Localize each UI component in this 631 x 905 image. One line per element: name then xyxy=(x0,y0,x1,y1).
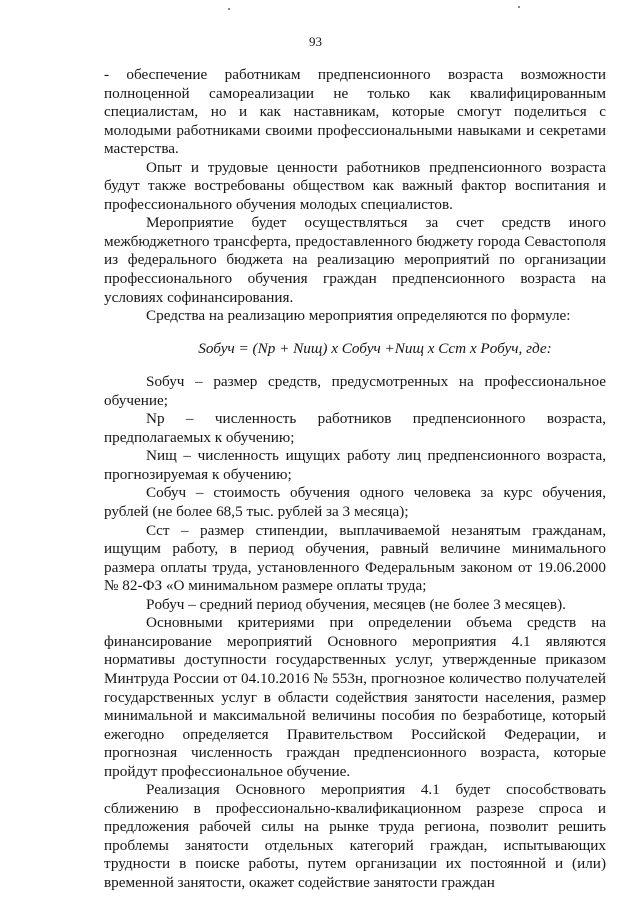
paragraph-4: Средства на реализацию мероприятия определяются по формуле: xyxy=(146,307,571,325)
document-body xyxy=(104,66,606,893)
paragraph-1: - обеспечение работникам предпенсионного возраста возможности полноценной самореализации не только как квалифицированным специалистам, но и как наставникам, которые смогут поделиться с молодыми работниками своими профессиональными навыками и секретами мастерства. xyxy=(104,66,606,158)
paragraph-2: Опыт и трудовые ценности работников предпенсионного возраста будут также востребованы обществом как важный фактор воспитания и профессионального обучения молодых специалистов. xyxy=(104,158,606,213)
definition-item: Nищ – численность ищущих работу лиц предпенсионного возраста, прогнозируемая к обучению; xyxy=(104,447,606,483)
paragraph-3: Мероприятие будет осуществляться за счет средств иного межбюджетного трансферта, предоставленного бюджету города Севастополя из федерального бюджета на реализацию мероприятий по организации профессионального обучения граждан предпенсионного возраста на условиях софинансирования. xyxy=(104,214,606,306)
definition-item: Cст – размер стипендии, выплачиваемой незанятым гражданам, ищущим работу, в период обучения, равный величине минимального размера оплаты труда, установленного Федеральным законом от 19.06.2000 № 82-ФЗ «О минимальном размере оплаты труда; xyxy=(104,521,606,595)
definition-item: Np – численность работников предпенсионного возраста, предполагаемых к обучению; xyxy=(104,410,606,446)
definition-item: Cобуч – стоимость обучения одного человека за курс обучения, рублей (не более 68,5 тыс. рублей за 3 месяца); xyxy=(104,484,606,521)
definition-item: Sобуч – размер средств, предусмотренных на профессиональное обучение; xyxy=(104,373,606,409)
scan-speck xyxy=(228,8,230,10)
scan-speck xyxy=(518,6,520,8)
paragraph-criteria: Основными критериями при определении объема средств на финансирование мероприятий Основного мероприятия 4.1 являются нормативы доступности государственных услуг, утвержденные приказом Минтруда России от 04.10.2016 № 553н, прогнозное количество получателей государственных услуг в области содействия занятости населения, размер минимальной и максимальной величины пособия по безработице, который ежегодно определяется Правительством Российской Федерации, и прогнозная численность граждан предпенсионного возраста, которые пройдут профессиональное обучение. xyxy=(104,614,606,780)
page-number: 93 xyxy=(309,34,322,49)
definition-item: Pобуч – средний период обучения, месяцев (не более 3 месяцев). xyxy=(146,595,566,613)
paragraph-implementation: Реализация Основного мероприятия 4.1 будет способствовать сближению в профессионально-квалификационном разрезе спроса и предложения рабочей силы на рынке труда региона, позволит решить проблемы занятости отдельных категорий граждан, испытывающих трудности в поиске работы, путем организации их постоянной и (или) временной занятости, окажет содействие занятости граждан xyxy=(104,781,606,891)
formula: Sобуч = (Np + Nищ) x Cобуч +Nищ x Cст x Pобуч, где: xyxy=(198,339,552,357)
